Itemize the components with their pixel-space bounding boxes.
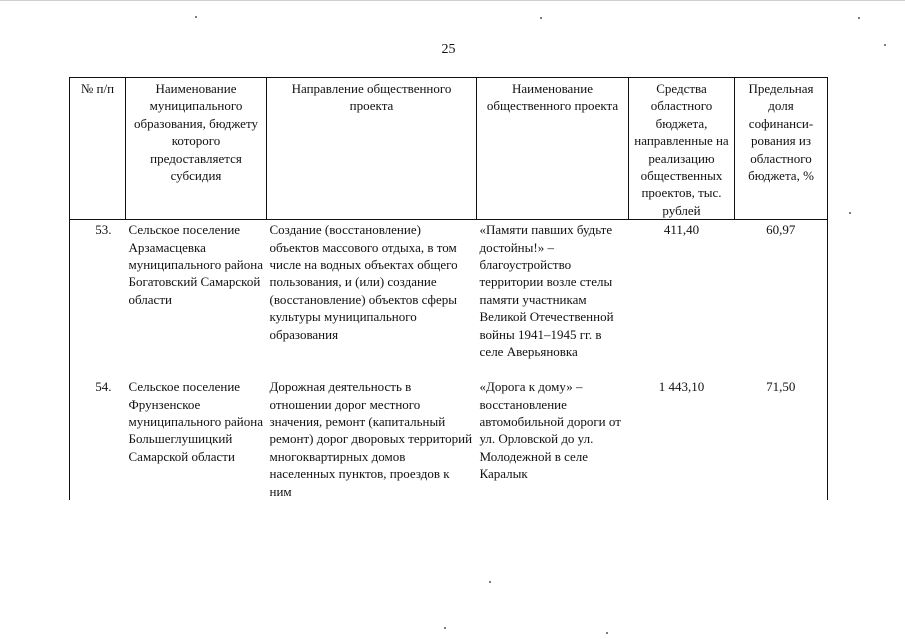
scan-edge xyxy=(0,0,905,1)
amount-cell: 411,40 xyxy=(663,222,700,238)
share-cell: 60,97 xyxy=(735,220,828,378)
row-number: 54. xyxy=(70,377,126,500)
header-project-name: Наименование общественного проекта xyxy=(477,78,629,220)
subsidy-table xyxy=(69,77,828,500)
scan-speck xyxy=(540,17,542,19)
scan-speck xyxy=(858,17,860,19)
scan-speck xyxy=(884,44,886,46)
header-cofinancing-share: Предельная доля софинанси-рования из областного бюджета, % xyxy=(735,78,828,220)
header-municipality: Наименование муниципального образования, бюджету которого предоставляется субсидия xyxy=(126,78,267,220)
amount-cell: 1 443,10 xyxy=(658,379,705,395)
share-cell: 71,50 xyxy=(735,377,828,500)
header-row-number: № п/п xyxy=(70,78,126,220)
scan-speck xyxy=(489,581,491,583)
municipality-cell: Сельское поселение Фрунзенское муниципального района Большеглушицкий Самарской области xyxy=(128,379,263,464)
scan-speck xyxy=(849,212,851,214)
direction-cell: Создание (восстановление) объектов массового отдыха, в том числе на водных объектах общего пользования, и (или) создание (восстановление) объектов сферы культуры муниципального образования xyxy=(269,222,458,342)
municipality-cell: Сельское поселение Арзамасцевка муниципального района Богатовский Самарской области xyxy=(128,222,263,307)
table-header-row xyxy=(70,78,828,220)
project-cell: «Памяти павших будьте достойны!» – благоустройство территории возле стелы памяти участникам Великой Отечественной войны 1941–1945 гг. в селе Аверьяновка xyxy=(479,222,614,360)
project-cell: «Дорога к дому» – восстановление автомобильной дороги от ул. Орловской до ул. Молодежной в селе Каралык xyxy=(479,379,621,482)
page-number: 25 xyxy=(441,42,456,57)
header-budget-amount: Средства областного бюджета, направленные на реализацию общественных проектов, тыс. рублей xyxy=(629,78,735,220)
header-project-direction: Направление общественного проекта xyxy=(267,78,477,220)
scan-speck xyxy=(444,627,446,629)
direction-cell: Дорожная деятельность в отношении дорог местного значения, ремонт (капитальный ремонт) дорог дворовых территорий многоквартирных домов населенных пунктов, проездов к ним xyxy=(269,379,473,499)
scan-speck xyxy=(606,632,608,634)
table-row xyxy=(70,220,828,378)
table-row xyxy=(70,377,828,500)
scan-speck xyxy=(195,16,197,18)
row-number: 53. xyxy=(70,220,126,378)
